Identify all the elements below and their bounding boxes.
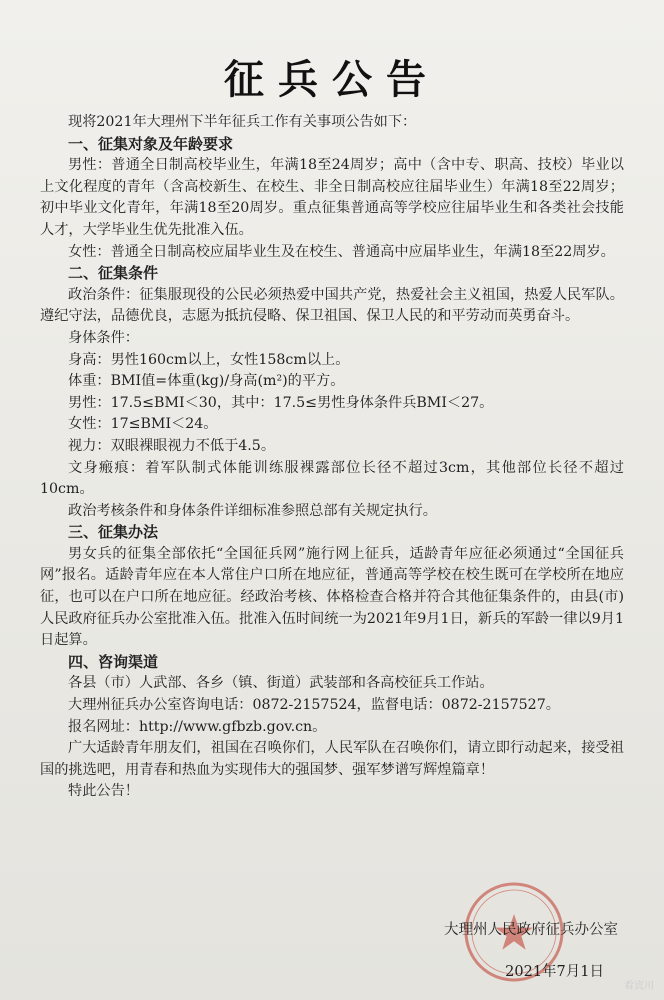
paragraph: 大理州征兵办公室咨询电话：0872-2157524，监督电话：0872-2157527。 [68,697,560,714]
section-heading: 一、征集对象及年龄要求 [68,134,234,153]
paragraph: 体重：BMI值=体重(kg)/身高(m²)的平方。 [68,373,345,390]
paragraph: 身高：男性160cm以上，女性158cm以上。 [68,351,350,368]
paragraph: 特此公告！ [68,783,139,800]
watermark: 看宾川 [624,981,654,992]
paragraph: 政治考核条件和身体条件详细标准参照总部有关规定执行。 [68,502,437,519]
paragraph: 男性：17.5≤BMI＜30，其中：17.5≤男性身体条件兵BMI＜27。 [68,394,494,411]
paragraph: 政治条件：征集服现役的公民必须热爱中国共产党，热爱社会主义祖国，热爱人民军队。遵纪守法，品德优良，志愿为抵抗侵略、保卫祖国、保卫人民的和平劳动而英勇奋斗。 [40,286,624,325]
paragraph: 女性：普通全日制高校应届毕业生及在校生、普通高中应届毕业生，年满18至22周岁。 [68,243,615,260]
document-body [40,112,624,803]
page-title: 征兵公告 [224,56,440,103]
paragraph: 文身瘢痕：着军队制式体能训练服裸露部位长径不超过3cm，其他部位长径不超过10cm。 [40,459,624,498]
paragraph: 男性：普通全日制高校毕业生，年满18至24周岁；高中（含中专、职高、技校）毕业以上文化程度的青年（含高校新生、在校生、非全日制高校应往届毕业生）年满18至22周岁；初中毕业文化青年，年满18至20周岁。重点征集普通高等学校应往届毕业生和各类社会技能人才，大学毕业生优先批准入伍。 [40,157,624,238]
section-heading: 四、咨询渠道 [68,652,159,671]
paragraph: 女性：17≤BMI＜24。 [68,416,218,433]
section-heading: 三、征集办法 [68,523,159,542]
paragraph: 各县（市）人武部、各乡（镇、街道）武装部和各高校征兵工作站。 [68,675,494,692]
intro-paragraph: 现将2021年大理州下半年征兵工作有关事项公告如下： [68,114,417,130]
paragraph: 男女兵的征集全部依托“全国征兵网”施行网上征兵，适龄青年应征必须通过“全国征兵网”报名。适龄青年应在本人常住户口所在地应征，普通高等学校在校生既可在学校所在地应征，也可以在户口所在地应征。经政治考核、体格检查合格并符合其他征集条件的，由县(市)人民政府征兵办公室批准入伍。批准入伍时间统一为2021年9月1日，新兵的军龄一律以9月1日起算。 [40,545,624,649]
section-heading: 二、征集条件 [68,264,159,283]
paragraph: 身体条件： [68,329,139,346]
paragraph: 报名网址：http://www.gfbzb.gov.cn。 [68,718,327,735]
signature-block [444,918,618,984]
paragraph: 视力：双眼裸眼视力不低于4.5。 [68,437,276,454]
paragraph: 广大适龄青年朋友们，祖国在召唤你们，人民军队在召唤你们，请立即行动起来，接受祖国的挑选吧，用青春和热血为实现伟大的强国梦、强军梦谱写辉煌篇章！ [40,740,624,778]
issuing-organization: 大理州人民政府征兵办公室 [444,922,618,938]
issue-date: 2021年7月1日 [505,964,604,980]
